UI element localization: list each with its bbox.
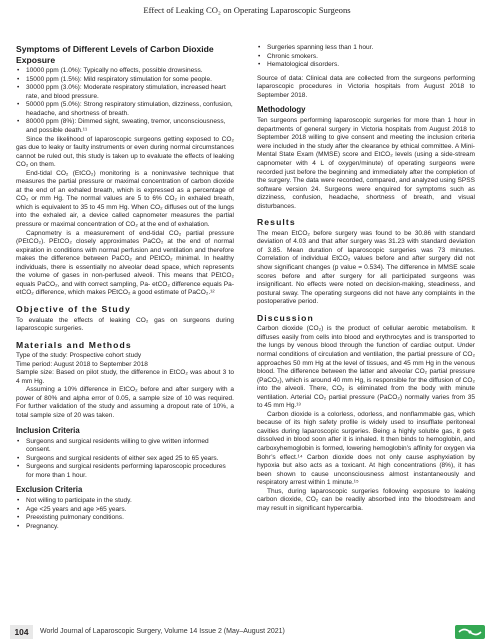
list-item: • Surgeons and surgical residents performing laparoscopic procedures for more than 1 hour. (16, 463, 234, 480)
paragraph: Ten surgeons performing laparoscopic surgeries for more than 1 hour in departments of general surgery in Victoria hospitals from August 2018 to September 2018 willing to give consent and meeting the inclusion criteria were included in the study after the clearance by ethical committee. A Mini-Mental State Exam (MMSE) score and EtCO₂ levels (using a side-stream capnometer with 4 L of oxygen/minute) of operating surgeons were recorded just before the beginning and immediately after the completion of the surgery. The data were recorded, compared, and analyzed using SPSS software version 24. Surgeons were enquired for symptoms such as dizziness, confusion, headache, shortness of breath, and visual disturbances. (257, 117, 475, 210)
methodology-heading: Methodology (257, 105, 306, 115)
paragraph: Assuming a 10% difference in EtCO₂ before and after surgery with a power of 80% and alpha error of 0.05, a sample size of 10 was required. For further validation of the study and assuming a dropout rate of 10%, a total sample size of 20 was taken. (16, 386, 234, 419)
list-item: • Age <25 years and age >65 years. (16, 506, 234, 515)
inclusion-list (16, 438, 234, 481)
methods-line: Time period: August 2018 to September 2018 (16, 360, 148, 368)
list-item: • Chronic smokers. (257, 53, 475, 62)
paragraph: Carbon dioxide is a colorless, odorless, and nonflammable gas, which because of its high safety profile is widely used to insufflate peritoneal cavities during laparoscopic surgeries. Being a highly soluble gas, it gets dissolved in blood soon after it is inhaled. It then binds to hemoglobin, and carboxyhemoglobin is formed, lowering hemoglobin’s affinity for oxygen via Bohr’s effect.¹⁴ Carbon dioxide does not only cause asphyxiation by hypoxia but also acts as a toxicant. At high concentrations (8%), it has been shown to cause unconsciousness almost instantaneously and respiratory arrest within 1 minute.¹⁵ (257, 410, 475, 487)
list-item: • Pregnancy. (16, 523, 234, 532)
paragraph: To evaluate the effects of leaking CO₂ gas on surgeons during laparoscopic surgeries. (16, 316, 234, 333)
paragraph: The mean EtCO₂ before surgery was found to be 30.86 with standard deviation of 4.03 and that after surgery was 31.23 with standard deviation of 3.85. Mean duration of laparoscopic surgeries was 73 minutes. Correlation of individual EtCO₂ values before and after surgery did not show significant changes (p value = 0.534). The difference in MMSE scale scores before and after surgery for all participated surgeons was insignificant. No effects were noted on decision-making, steadiness, and postural sway. The operating surgeons did not have any complaints in the postoperative period. (257, 229, 475, 306)
publisher-logo-icon (455, 625, 485, 639)
inclusion-heading: Inclusion Criteria (16, 425, 80, 435)
list-item: • Not willing to participate in the study. (16, 497, 234, 506)
list-item: • 30000 ppm (3.0%): Moderate respiratory stimulation, increased heart rate, and blood pressure. (16, 84, 234, 101)
list-item: • Surgeons and surgical residents of either sex aged 25 to 65 years. (16, 455, 234, 464)
paragraph: Thus, during laparoscopic surgeries following exposure to leaking carbon dioxide, CO₂ can be readily absorbed into the bloodstream and may result in significant hypercarbia. (257, 487, 475, 512)
objective-heading: Objective of the Study (16, 303, 131, 314)
exclusion-list-continued (257, 44, 475, 70)
list-item: • 80000 ppm (8%): Dimmed sight, sweating, tremor, unconsciousness, and possible death.¹¹ (16, 118, 234, 135)
methods-line: Type of the study: Prospective cohort study (16, 352, 142, 360)
paragraph: Carbon dioxide (CO₂) is the product of cellular aerobic metabolism. It diffuses easily from cells into blood and erythrocytes and is transported to the lungs by venous blood through the function of cardiac output. Under normal conditions of circulation and ventilation, the partial pressure of CO₂ approaches 50 mm Hg at the level of tissues, and 45 mm Hg in the venous blood. The difference between the latter and alveolar CO₂ partial pressure (PaCO₂), which is around 40 mm Hg, is responsible for the diffusion of CO₂ into the alveoli. There, CO₂ is eliminated from the body with minute ventilation. Arterial CO₂ partial pressure (PaCO₂) normally varies from 35 to 45 mm Hg.¹³ (257, 325, 475, 410)
list-item: • 50000 ppm (5.0%): Strong respiratory stimulation, dizziness, confusion, headache, and shortness of breath. (16, 101, 234, 118)
symptoms-list (16, 67, 234, 135)
methods-line: Sample size: Based on pilot study, the difference in EtCO₂ was about 3 to 4 mm Hg. (16, 369, 234, 385)
paragraph: Since the likelihood of laparoscopic surgeons getting exposed to CO₂ gas due to leaky or faulty instruments or even during normal circumstances cannot be ruled out, this study is taken up to evaluate the effects of leaking CO₂ on them. (16, 135, 234, 169)
journal-citation: World Journal of Laparoscopic Surgery, Volume 14 Issue 2 (May–August 2021) (40, 628, 285, 635)
methods-heading: Materials and Methods (16, 339, 132, 350)
list-item: • Surgeons and surgical residents willing to give written informed consent. (16, 438, 234, 455)
paragraph: Capnometry is a measurement of end-tidal CO₂ partial pressure (PEtCO₂). PEtCO₂ closely approximates PaCO₂ at the end of normal expiration in conditions with normal perfusion and ventilation and therefore makes the difference between PaCO₂ and PEtCO₂ minimal. In healthy individuals, there is essentially no alveolar dead space, which represents the volume of gases in non-perfused alveoli. This means that PEtCO₂ equals PaCO₂, and with correct sampling, Pa- etCO₂ difference equals Pa- etCO₂ difference, which makes PEtCO₂ a good estimate of PaCO₂.¹² (16, 229, 234, 297)
left-column (16, 44, 234, 531)
paragraph: Source of data: Clinical data are collected from the surgeons performing laparoscopic procedures in Victoria hospitals from August 2018 to September 2018. (257, 74, 475, 99)
running-head: Effect of Leaking CO₂ on Operating Laparoscopic Surgeons (143, 5, 351, 15)
list-item: • 10000 ppm (1.0%): Typically no effects, possible drowsiness. (16, 67, 234, 76)
page-footer (0, 625, 494, 640)
right-column (257, 44, 475, 513)
paragraph: End-tidal CO₂ (EtCO₂) monitoring is a noninvasive technique that measures the partial pressure or maximal concentration of carbon dioxide at the end of an exhaled breath, which is expressed as a percentage of CO₂ or mm Hg. The normal values are 5 to 6% CO₂ in exhaled breath, which is equivalent to 35 to 45 mm Hg. When CO₂ diffuses out of the lungs into the exhaled air, a device called capnometer measures the partial pressure or maximal concentration of CO₂ at the end of exhalation. (16, 169, 234, 229)
page-number: 104 (10, 625, 33, 639)
exclusion-list (16, 497, 234, 531)
list-item: • Surgeries spanning less than 1 hour. (257, 44, 475, 53)
list-item: • Preexisting pulmonary conditions. (16, 514, 234, 523)
discussion-heading: Discussion (257, 312, 314, 323)
list-item: • 15000 ppm (1.5%): Mild respiratory stimulation for some people. (16, 76, 234, 85)
symptoms-heading: Symptoms of Different Levels of Carbon Dioxide Exposure (16, 44, 214, 65)
list-item: • Hematological disorders. (257, 61, 475, 70)
results-heading: Results (257, 217, 296, 228)
exclusion-heading: Exclusion Criteria (16, 485, 83, 495)
